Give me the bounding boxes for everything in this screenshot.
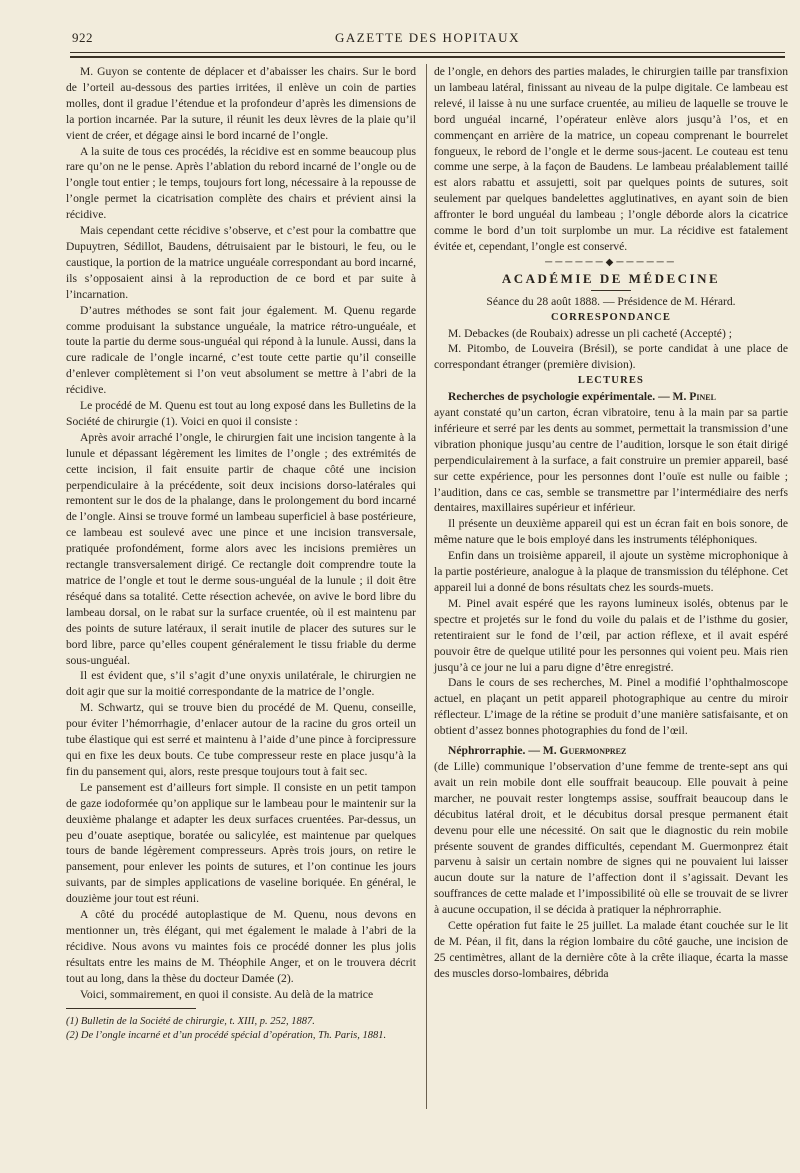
run-head: Recherches de psychologie expérimentale. [448, 390, 656, 404]
paragraph: D’autres méthodes se sont fait jour également. M. Quenu regarde comme produisant la substance unguéale, la matrice rétro-unguéale, et toute la partie du derme sous-unguéal qui répond à la lunule. Aussi, dans la cure radicale de l’ongle incarné, c’est toute cette partie qu’il conseille d’enlever complètement si l’on veut absolument se mettre à l’abri de la récidive. [66, 303, 416, 397]
paragraph: M. Schwartz, qui se trouve bien du procédé de M. Quenu, conseille, pour éviter l’hémorrhagie, d’enlacer autour de la racine du gros orteil un tube élastique qui est serré et maintenu à l’aide d’une pince à forcipressure qui en fixe les deux bouts. Ce tube compresseur reste en place jusqu’à la fin du pansement qui, alors, reste presque toujours tout à fait sec. [66, 701, 416, 778]
paragraph: Mais cependant cette récidive s’observe, et c’est pour la combattre que Dupuytren, Sédillot, Baudens, détruisaient par le bistouri, le feu, ou le caustique, la portion de la matrice unguéale correspondant au bord incarné, ils s’opposaient ainsi à la reproduction de ce bord et par suite à l’incarnation. [66, 224, 416, 301]
section-title: ACADÉMIE DE MÉDECINE [501, 270, 721, 286]
footnote-rule [66, 1008, 196, 1009]
paragraph: Enfin dans un troisième appareil, il ajoute un système microphonique à la partie postérieure, analogue à la plaque de transmission du téléphone. Cet appareil lui a donné de bons résultats chez les sourds-muets. [434, 549, 788, 594]
paragraph: M. Debackes (de Roubaix) adresse un pli cacheté (Accepté) ; [448, 326, 732, 340]
journal-title: GAZETTE DES HOPITAUX [335, 30, 520, 45]
paragraph: Après avoir arraché l’ongle, le chirurgien fait une incision tangente à la lunule et dépassant légèrement les limites de l’ongle ; des extrémités de cette incision, il fait ensuite partir de chaque côté une incision perpendiculaire à la précédente, soit deux incisions dorso-latérales qui remontent sur le dos de la phalange, dans le prolongement du bord incarné de l’ongle. Ainsi se trouve formé un lambeau superficiel à base postérieure, ce lambeau est soulevé avec une pince et une incision transversale, pratiquée profondément, forme alors avec les incisions premières un rectangle transversalement dirigé. Ce rectangle doit comprendre toute la matrice de l’ongle et tout le derme sous-unguéal de la lunule ; il doit être réséqué dans sa totalité. Cette résection achevée, on avive le bord libre du lambeau dorsal, on le rabat sur la surface cruentée, où il est maintenu par des points de suture latéraux, il serait inutile de placer des sutures sur le bord libre, parce qu’elles coupent généralement le tissu friable du derme sous-unguéal. [66, 430, 416, 667]
paragraph: Le procédé de M. Quenu est tout au long exposé dans les Bulletins de la Société de chirurgie (1). Voici en quoi il consiste : [66, 399, 416, 428]
footnote: (1) Bulletin de la Société de chirurgie, t. XIII, p. 252, 1887. [66, 1016, 315, 1028]
header-double-rule [70, 56, 785, 58]
paragraph: Il présente un deuxième appareil qui est un écran fait en bois sonore, de même nature que le bois employé dans les instruments téléphoniques. [434, 517, 788, 547]
paragraph: Voici, sommairement, en quoi il consiste. Au delà de la matrice [80, 987, 374, 1001]
subsection-heading: LECTURES [577, 375, 645, 387]
subsection-heading: CORRESPONDANCE [550, 311, 672, 323]
paragraph: Cette opération fut faite le 25 juillet. La malade étant couchée sur le lit de M. Péan, il fit, dans la région lombaire du côté gauche, une incision de 25 centimètres, allant de la dernière côte à la crête iliaque, écarta la masse des muscles dorso-lombaires, débrida [434, 919, 788, 980]
title-rule [591, 290, 631, 291]
header-rule [70, 52, 785, 53]
paragraph: A la suite de tous ces procédés, la récidive est en somme beaucoup plus rare qu’on ne le pense. Après l’ablation du rebord incarné de l’ongle ou de l’ongle tout entier ; le temps, toujours fort long, nécessaire à la repousse de l’ongle permet la cicatrisation complète des chairs et prévient ainsi la récidive. [66, 144, 416, 222]
footnote: (2) De l’ongle incarné et d’un procédé spécial d’opération, Th. Paris, 1881. [66, 1030, 387, 1042]
left-column [66, 64, 416, 1043]
run-author: — M. Guermonprez [528, 744, 627, 758]
paragraph: (de Lille) communique l’observation d’une femme de trente-sept ans qui avait un rein mobile dont elle souffrait beaucoup. Elle pouvait à peine marcher, ne pouvait rester longtemps assise, souffrait beaucoup dans le décubitus latéral droit, et le décubitus dorsal presque permanent était devenu pour elle une nécessité. On sait que le diagnostic du rein mobile présente souvent de grandes difficultés, cependant M. Guermonprez était parvenu à saisir un certain nombre de signes qui ne pouvaient lui laisser aucun doute sur la nature de l’affection dont il s’agissait. Devant les souffrances de cette malade et l’impossibilité où elle se trouvait de se livrer à aucune occupation, il se décida à pratiquer la néphrorraphie. [434, 759, 788, 917]
run-author: — M. Pinel [658, 390, 716, 404]
paragraph: M. Pinel avait espéré que les rayons lumineux isolés, obtenus par le spectre et projetés sur le fond du voile du palais et de l’isthme du gosier, retentiraient sur le fond de l’œil, par action réflexe, et il avait espéré pouvoir être de quelque utilité pour les personnes qui voient peu. Mais rien jusqu’à ce jour ne lui a paru digne d’être enregistré. [434, 596, 788, 674]
paragraph: ayant constaté qu’un carton, écran vibratoire, tenu à la main par sa partie inférieure et serré par les dents au sommet, permettait la transmission d’une vibration phonique jusqu’au centre de l’audition, lorsque le son était dirigé perpendiculairement à la surface, a fait construire un premier appareil, basé sur cette expérience, pour les personnes dont l’ouïe est nulle ou faible ; l’audition, dans ce cas, semble se transmettre par l’intermédiaire des nerfs dentaires, maxillaires supérieur et inférieur. [434, 406, 788, 515]
paragraph: Le pansement est d’ailleurs fort simple. Il consiste en un petit tampon de gaze iodoformée qu’on applique sur le lambeau pour le maintenir sur la deuxième phalange et adapter les deux surfaces cruentées. Par-dessus, un peu d’ouate aseptique, boratée ou salicylée, est maintenue par quelques tours de bande légèrement compresseurs. Après trois jours, on retire le pansement, pour enlever les points de sutures, et l’on continue les jours suivants, par de simples applications de vaseline boriquée. En général, le douzième jour tout est réuni. [66, 780, 416, 906]
paragraph: Dans le cours de ses recherches, M. Pinel a modifié l’ophthalmoscope actuel, en plaçant un petit appareil photographique au centre du miroir réflecteur. L’image de la rétine se produit d’une manière satisfaisante, et on obtient d’assez bonnes photographies du fond de l’œil. [434, 676, 788, 738]
session-line: Séance du 28 août 1888. — Présidence de M. Hérard. [486, 294, 736, 308]
run-head: Néphrorraphie. [448, 744, 526, 758]
paragraph: de l’ongle, en dehors des parties malades, le chirurgien taille par transfixion un lambeau latéral, finissant au niveau de la pulpe digitale. Ce lambeau est relevé, il laisse à nu une surface cruentée, au milieu de laquelle se trouve le bord unguéal incarné, l’opérateur enlève alors jusqu’à l’os, et en commençant en arrière de la matrice, un copeau comprenant le bourrelet fongueux, le rebord de l’ongle et le derme sous-jacent. Le couteau est tenu comme une serpe, à la façon de Baudens. Le lambeau préalablement taillé est alors rabattu et assujetti, soit par quelques points de sutures, soit seulement par quelques bandelettes agglutinatives, en ayant soin de bien affronter le bord unguéal du lambeau ; l’ongle déborde alors la cicatrice comme le bord d’un toit surplombe un mur. La récidive est fatalement évitée et, cependant, l’ongle est conservé. [434, 65, 788, 253]
paragraph: M. Guyon se contente de déplacer et d’abaisser les chairs. Sur le bord de l’orteil au-dessous des parties irritées, il enlève un coin de parties molles, dont il gradue l’étendue et la profondeur d’après les dimensions de la portion incarnée. Par la suture, il réunit les deux lèvres de la plaie qu’il vient de créer, et dégage ainsi le bord incarné de l’ongle. [66, 65, 416, 142]
paragraph-runhead [434, 389, 788, 405]
paragraph: A côté du procédé autoplastique de M. Quenu, nous devons en mentionner un, très élégant, qui met également le malade à l’abri de la récidive. Nous avons vu maintes fois ce procédé donner les plus jolis résultats entre les mains de M. Théophile Anger, et on le trouvera décrit tout au long, dans la thèse du docteur Damée (2). [66, 908, 416, 985]
page-number: 922 [72, 30, 93, 45]
ornament-divider: ──────◆────── [545, 256, 677, 268]
paragraph-runhead [434, 743, 788, 759]
right-column [434, 64, 788, 982]
column-divider [426, 64, 427, 1109]
running-header [70, 28, 785, 50]
paragraph: Il est évident que, s’il s’agit d’une onyxis unilatérale, le chirurgien ne doit agir que sur la moitié correspondante de la matrice de l’ongle. [66, 669, 416, 699]
paragraph: M. Pitombo, de Louveira (Brésil), se porte candidat à une place de correspondant étranger (première division). [434, 342, 788, 372]
